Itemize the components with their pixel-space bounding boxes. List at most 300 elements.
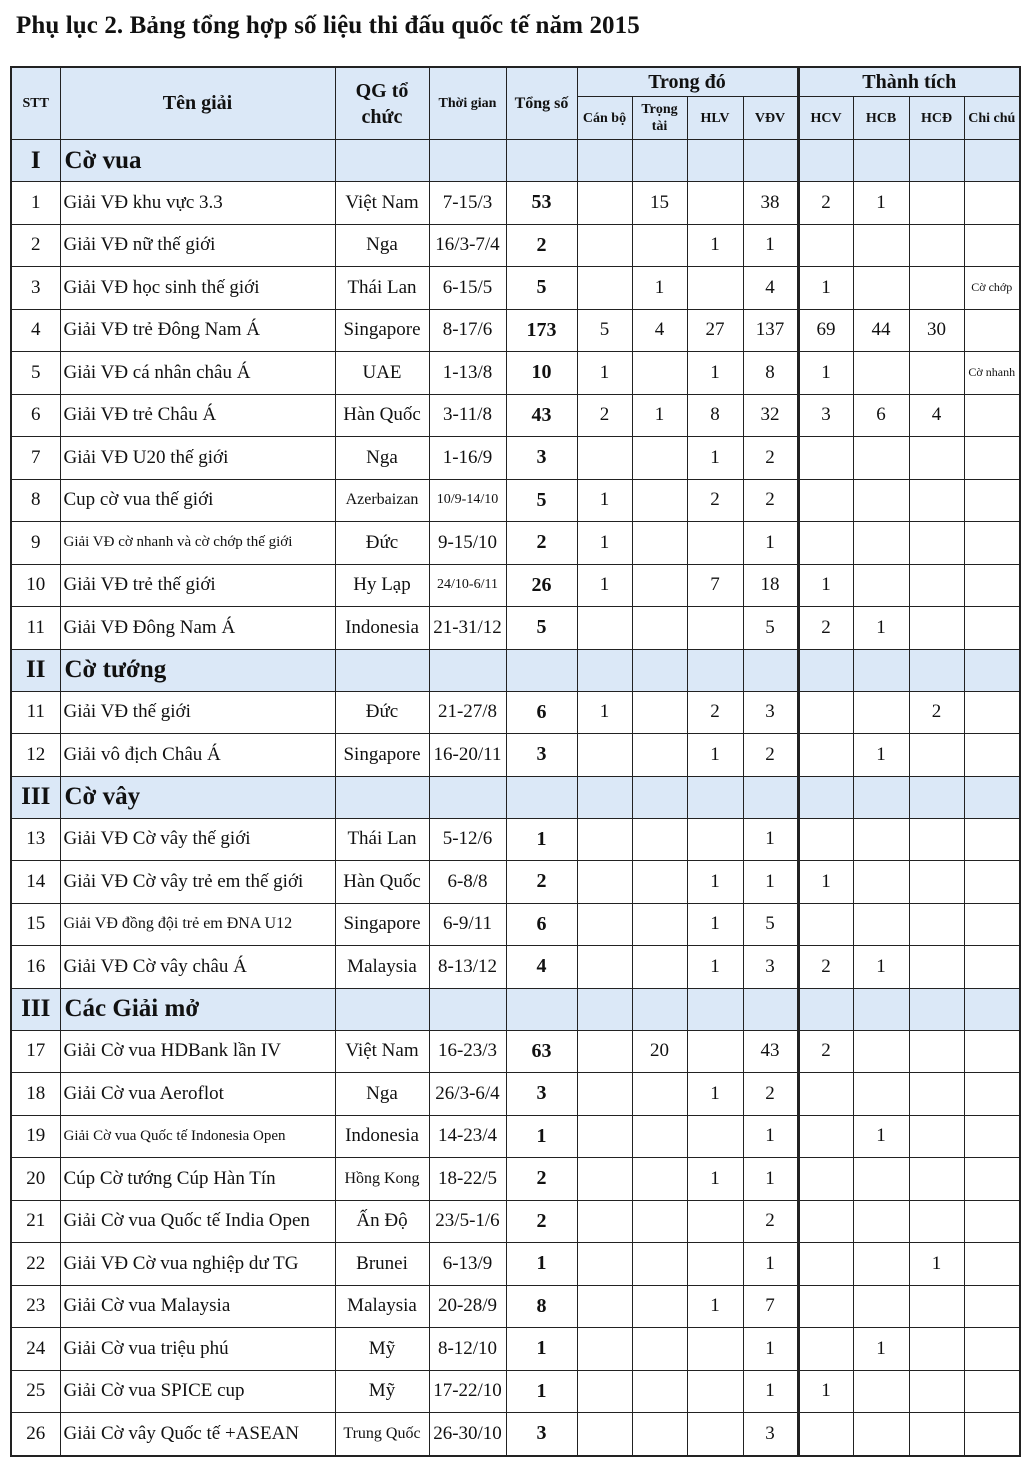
header-vdv: VĐV xyxy=(743,97,798,140)
cell-hcd xyxy=(909,1115,964,1158)
cell-vdv: 7 xyxy=(743,1285,798,1328)
section-empty-cell xyxy=(743,988,798,1030)
section-row xyxy=(11,988,1020,1030)
cell-stt: 2 xyxy=(11,224,60,267)
section-empty-cell xyxy=(687,649,743,691)
cell-thoi-gian: 16/3-7/4 xyxy=(429,224,506,267)
cell-note xyxy=(964,1200,1020,1243)
cell-ten-giai: Giải VĐ đồng đội trẻ em ĐNA U12 xyxy=(60,903,335,946)
cell-vdv: 18 xyxy=(743,564,798,607)
cell-hcd xyxy=(909,522,964,565)
cell-hcb: 1 xyxy=(853,1115,909,1158)
cell-stt: 18 xyxy=(11,1073,60,1116)
cell-qg-to-chuc: Nga xyxy=(335,437,429,480)
cell-tong-so: 3 xyxy=(506,1413,577,1456)
cell-thoi-gian: 23/5-1/6 xyxy=(429,1200,506,1243)
cell-qg-to-chuc: UAE xyxy=(335,352,429,395)
section-row xyxy=(11,649,1020,691)
cell-qg-to-chuc: Malaysia xyxy=(335,1285,429,1328)
cell-vdv: 2 xyxy=(743,437,798,480)
cell-hcv: 3 xyxy=(798,394,853,437)
table-row xyxy=(11,1030,1020,1073)
cell-note xyxy=(964,224,1020,267)
section-name: Cờ vua xyxy=(60,140,335,182)
cell-vdv: 1 xyxy=(743,818,798,861)
cell-qg-to-chuc: Indonesia xyxy=(335,1115,429,1158)
cell-hcb xyxy=(853,352,909,395)
cell-vdv: 1 xyxy=(743,1328,798,1371)
cell-hcb xyxy=(853,1370,909,1413)
cell-trong-tai xyxy=(632,734,687,777)
cell-tong-so: 1 xyxy=(506,1370,577,1413)
cell-can-bo xyxy=(577,1200,632,1243)
cell-note: Cờ chớp xyxy=(964,267,1020,310)
cell-can-bo xyxy=(577,182,632,225)
cell-note xyxy=(964,1030,1020,1073)
cell-qg-to-chuc: Đức xyxy=(335,522,429,565)
cell-vdv: 5 xyxy=(743,607,798,650)
cell-hlv: 1 xyxy=(687,1073,743,1116)
cell-thoi-gian: 14-23/4 xyxy=(429,1115,506,1158)
header-hcb: HCB xyxy=(853,97,909,140)
cell-thoi-gian: 1-13/8 xyxy=(429,352,506,395)
section-empty-cell xyxy=(964,649,1020,691)
section-empty-cell xyxy=(853,649,909,691)
cell-hcv xyxy=(798,522,853,565)
cell-note xyxy=(964,437,1020,480)
cell-note xyxy=(964,1328,1020,1371)
table-row xyxy=(11,861,1020,904)
cell-hlv: 8 xyxy=(687,394,743,437)
cell-hcv: 2 xyxy=(798,1030,853,1073)
cell-hcd xyxy=(909,946,964,989)
cell-thoi-gian: 26/3-6/4 xyxy=(429,1073,506,1116)
cell-tong-so: 63 xyxy=(506,1030,577,1073)
cell-can-bo xyxy=(577,267,632,310)
section-empty-cell xyxy=(687,140,743,182)
cell-can-bo xyxy=(577,1370,632,1413)
cell-thoi-gian: 9-15/10 xyxy=(429,522,506,565)
cell-ten-giai: Giải Cờ vây Quốc tế +ASEAN xyxy=(60,1413,335,1456)
cell-tong-so: 2 xyxy=(506,1200,577,1243)
cell-hlv: 1 xyxy=(687,224,743,267)
cell-qg-to-chuc: Ấn Độ xyxy=(335,1200,429,1243)
section-empty-cell xyxy=(429,776,506,818)
cell-tong-so: 26 xyxy=(506,564,577,607)
cell-hcd xyxy=(909,1200,964,1243)
cell-hlv: 1 xyxy=(687,352,743,395)
cell-can-bo xyxy=(577,946,632,989)
cell-tong-so: 5 xyxy=(506,479,577,522)
section-empty-cell xyxy=(687,988,743,1030)
cell-hcv: 1 xyxy=(798,1370,853,1413)
cell-can-bo xyxy=(577,1115,632,1158)
cell-hcb xyxy=(853,691,909,734)
cell-hcv xyxy=(798,1115,853,1158)
cell-note xyxy=(964,607,1020,650)
table-row xyxy=(11,1073,1020,1116)
cell-stt: 10 xyxy=(11,564,60,607)
cell-vdv: 137 xyxy=(743,309,798,352)
cell-hlv xyxy=(687,522,743,565)
section-empty-cell xyxy=(964,988,1020,1030)
header-stt: STT xyxy=(11,67,60,140)
cell-qg-to-chuc: Mỹ xyxy=(335,1328,429,1371)
table-row xyxy=(11,1328,1020,1371)
cell-hcd xyxy=(909,1285,964,1328)
cell-hcd xyxy=(909,1413,964,1456)
cell-hcv: 1 xyxy=(798,267,853,310)
cell-hcb: 1 xyxy=(853,182,909,225)
section-empty-cell xyxy=(577,776,632,818)
section-empty-cell xyxy=(577,140,632,182)
cell-qg-to-chuc: Singapore xyxy=(335,734,429,777)
cell-trong-tai xyxy=(632,479,687,522)
cell-hcv xyxy=(798,903,853,946)
cell-tong-so: 3 xyxy=(506,437,577,480)
cell-hcb: 1 xyxy=(853,1328,909,1371)
header-thanh-tich: Thành tích xyxy=(798,67,1020,97)
cell-note xyxy=(964,309,1020,352)
section-empty-cell xyxy=(632,649,687,691)
cell-stt: 7 xyxy=(11,437,60,480)
cell-thoi-gian: 6-15/5 xyxy=(429,267,506,310)
table-row xyxy=(11,522,1020,565)
cell-hcd xyxy=(909,437,964,480)
cell-qg-to-chuc: Thái Lan xyxy=(335,818,429,861)
cell-trong-tai xyxy=(632,818,687,861)
cell-thoi-gian: 3-11/8 xyxy=(429,394,506,437)
table-row xyxy=(11,691,1020,734)
cell-hcd xyxy=(909,861,964,904)
table-row xyxy=(11,1413,1020,1456)
table-row xyxy=(11,267,1020,310)
cell-hlv: 2 xyxy=(687,479,743,522)
cell-ten-giai: Giải VĐ Đông Nam Á xyxy=(60,607,335,650)
section-empty-cell xyxy=(335,140,429,182)
cell-can-bo xyxy=(577,818,632,861)
cell-can-bo xyxy=(577,224,632,267)
cell-tong-so: 2 xyxy=(506,1158,577,1201)
section-name: Cờ vây xyxy=(60,776,335,818)
cell-tong-so: 4 xyxy=(506,946,577,989)
cell-ten-giai: Giải vô địch Châu Á xyxy=(60,734,335,777)
section-empty-cell xyxy=(429,649,506,691)
table-row xyxy=(11,1200,1020,1243)
cell-hcb: 44 xyxy=(853,309,909,352)
cell-hcd xyxy=(909,182,964,225)
cell-qg-to-chuc: Đức xyxy=(335,691,429,734)
cell-thoi-gian: 21-27/8 xyxy=(429,691,506,734)
section-empty-cell xyxy=(577,988,632,1030)
header-thoi-gian: Thời gian xyxy=(429,67,506,140)
cell-stt: 9 xyxy=(11,522,60,565)
table-row xyxy=(11,607,1020,650)
section-empty-cell xyxy=(429,140,506,182)
cell-stt: 16 xyxy=(11,946,60,989)
cell-hcv: 1 xyxy=(798,352,853,395)
cell-note xyxy=(964,818,1020,861)
cell-note xyxy=(964,734,1020,777)
cell-ten-giai: Giải Cờ vua Quốc tế Indonesia Open xyxy=(60,1115,335,1158)
cell-vdv: 2 xyxy=(743,479,798,522)
cell-qg-to-chuc: Nga xyxy=(335,1073,429,1116)
cell-trong-tai xyxy=(632,691,687,734)
cell-trong-tai xyxy=(632,564,687,607)
cell-hlv xyxy=(687,1030,743,1073)
cell-thoi-gian: 17-22/10 xyxy=(429,1370,506,1413)
cell-tong-so: 8 xyxy=(506,1285,577,1328)
table-row xyxy=(11,1115,1020,1158)
cell-hcb xyxy=(853,522,909,565)
cell-stt: 15 xyxy=(11,903,60,946)
cell-qg-to-chuc: Hàn Quốc xyxy=(335,394,429,437)
cell-vdv: 5 xyxy=(743,903,798,946)
cell-hcb xyxy=(853,818,909,861)
cell-hcd xyxy=(909,479,964,522)
cell-tong-so: 1 xyxy=(506,1115,577,1158)
cell-ten-giai: Giải Cờ vua Quốc tế India Open xyxy=(60,1200,335,1243)
section-empty-cell xyxy=(506,649,577,691)
cell-hcd xyxy=(909,1328,964,1371)
cell-vdv: 2 xyxy=(743,1073,798,1116)
cell-can-bo xyxy=(577,1413,632,1456)
table-row xyxy=(11,946,1020,989)
cell-can-bo: 5 xyxy=(577,309,632,352)
section-empty-cell xyxy=(506,140,577,182)
cell-note xyxy=(964,691,1020,734)
cell-hcv xyxy=(798,1158,853,1201)
cell-can-bo xyxy=(577,437,632,480)
section-row xyxy=(11,776,1020,818)
section-empty-cell xyxy=(798,649,853,691)
cell-stt: 6 xyxy=(11,394,60,437)
cell-trong-tai xyxy=(632,1158,687,1201)
cell-tong-so: 2 xyxy=(506,861,577,904)
cell-can-bo xyxy=(577,1328,632,1371)
cell-qg-to-chuc: Mỹ xyxy=(335,1370,429,1413)
cell-tong-so: 5 xyxy=(506,607,577,650)
cell-ten-giai: Giải VĐ khu vực 3.3 xyxy=(60,182,335,225)
section-row xyxy=(11,140,1020,182)
cell-vdv: 32 xyxy=(743,394,798,437)
cell-tong-so: 10 xyxy=(506,352,577,395)
cell-hcv xyxy=(798,818,853,861)
page-title: Phụ lục 2. Bảng tổng hợp số liệu thi đấu quốc tế năm 2015 xyxy=(16,12,640,39)
cell-hcb xyxy=(853,479,909,522)
cell-thoi-gian: 6-8/8 xyxy=(429,861,506,904)
cell-ten-giai: Giải VĐ học sinh thế giới xyxy=(60,267,335,310)
table-row xyxy=(11,1158,1020,1201)
cell-qg-to-chuc: Hồng Kong xyxy=(335,1158,429,1201)
cell-note xyxy=(964,946,1020,989)
cell-note xyxy=(964,1413,1020,1456)
section-empty-cell xyxy=(909,988,964,1030)
cell-note xyxy=(964,1115,1020,1158)
cell-vdv: 8 xyxy=(743,352,798,395)
cell-hlv: 1 xyxy=(687,734,743,777)
cell-trong-tai xyxy=(632,437,687,480)
section-name: Các Giải mở xyxy=(60,988,335,1030)
cell-stt: 14 xyxy=(11,861,60,904)
cell-hlv xyxy=(687,607,743,650)
cell-hcv xyxy=(798,1200,853,1243)
cell-thoi-gian: 26-30/10 xyxy=(429,1413,506,1456)
cell-note xyxy=(964,1285,1020,1328)
cell-hlv: 1 xyxy=(687,1285,743,1328)
cell-hlv: 1 xyxy=(687,946,743,989)
cell-hlv xyxy=(687,182,743,225)
cell-hcd xyxy=(909,1158,964,1201)
table-row xyxy=(11,309,1020,352)
cell-hcb xyxy=(853,1200,909,1243)
cell-hcv: 2 xyxy=(798,607,853,650)
table-row xyxy=(11,352,1020,395)
cell-hcb xyxy=(853,1243,909,1286)
cell-thoi-gian: 10/9-14/10 xyxy=(429,479,506,522)
cell-hcv: 1 xyxy=(798,861,853,904)
cell-stt: 5 xyxy=(11,352,60,395)
table-row xyxy=(11,564,1020,607)
cell-hcv xyxy=(798,479,853,522)
section-empty-cell xyxy=(743,140,798,182)
cell-ten-giai: Giải VĐ trẻ Đông Nam Á xyxy=(60,309,335,352)
cell-vdv: 1 xyxy=(743,522,798,565)
cell-can-bo: 1 xyxy=(577,352,632,395)
cell-qg-to-chuc: Thái Lan xyxy=(335,267,429,310)
cell-thoi-gian: 16-20/11 xyxy=(429,734,506,777)
cell-hlv: 1 xyxy=(687,1158,743,1201)
cell-qg-to-chuc: Singapore xyxy=(335,903,429,946)
cell-hcb xyxy=(853,1030,909,1073)
cell-hlv: 1 xyxy=(687,903,743,946)
cell-hcv: 2 xyxy=(798,182,853,225)
cell-hlv xyxy=(687,1370,743,1413)
cell-stt: 19 xyxy=(11,1115,60,1158)
section-empty-cell xyxy=(853,988,909,1030)
cell-hcb xyxy=(853,437,909,480)
cell-hcb xyxy=(853,1073,909,1116)
section-empty-cell xyxy=(335,988,429,1030)
cell-trong-tai xyxy=(632,224,687,267)
cell-hlv xyxy=(687,818,743,861)
cell-stt: 13 xyxy=(11,818,60,861)
section-empty-cell xyxy=(743,649,798,691)
cell-stt: 25 xyxy=(11,1370,60,1413)
cell-can-bo xyxy=(577,1158,632,1201)
cell-tong-so: 2 xyxy=(506,224,577,267)
header-chi-chu: Chi chú xyxy=(964,97,1020,140)
section-empty-cell xyxy=(429,988,506,1030)
cell-vdv: 1 xyxy=(743,1115,798,1158)
cell-hcv: 2 xyxy=(798,946,853,989)
header-hlv: HLV xyxy=(687,97,743,140)
cell-ten-giai: Giải Cờ vua SPICE cup xyxy=(60,1370,335,1413)
cell-hcb xyxy=(853,1158,909,1201)
cell-vdv: 3 xyxy=(743,946,798,989)
cell-hcb: 1 xyxy=(853,734,909,777)
cell-stt: 20 xyxy=(11,1158,60,1201)
cell-hcd xyxy=(909,1370,964,1413)
section-empty-cell xyxy=(687,776,743,818)
cell-can-bo: 1 xyxy=(577,522,632,565)
cell-hcd: 30 xyxy=(909,309,964,352)
cell-hcv xyxy=(798,1073,853,1116)
cell-tong-so: 43 xyxy=(506,394,577,437)
cell-can-bo xyxy=(577,734,632,777)
cell-hcv: 69 xyxy=(798,309,853,352)
section-empty-cell xyxy=(577,649,632,691)
cell-vdv: 38 xyxy=(743,182,798,225)
section-name: Cờ tướng xyxy=(60,649,335,691)
cell-can-bo xyxy=(577,607,632,650)
cell-can-bo: 2 xyxy=(577,394,632,437)
cell-hlv xyxy=(687,1413,743,1456)
cell-hcb: 1 xyxy=(853,946,909,989)
cell-hcv xyxy=(798,437,853,480)
cell-qg-to-chuc: Việt Nam xyxy=(335,182,429,225)
header-qg-to-chuc: QG tổ chức xyxy=(335,67,429,140)
cell-ten-giai: Giải VĐ U20 thế giới xyxy=(60,437,335,480)
cell-hcd xyxy=(909,607,964,650)
cell-thoi-gian: 21-31/12 xyxy=(429,607,506,650)
cell-can-bo xyxy=(577,1285,632,1328)
cell-hcd xyxy=(909,734,964,777)
cell-thoi-gian: 6-13/9 xyxy=(429,1243,506,1286)
cell-stt: 4 xyxy=(11,309,60,352)
cell-trong-tai xyxy=(632,946,687,989)
cell-qg-to-chuc: Hàn Quốc xyxy=(335,861,429,904)
cell-hcd xyxy=(909,564,964,607)
cell-stt: 23 xyxy=(11,1285,60,1328)
cell-trong-tai xyxy=(632,352,687,395)
section-empty-cell xyxy=(853,776,909,818)
section-empty-cell xyxy=(798,776,853,818)
cell-vdv: 3 xyxy=(743,691,798,734)
table-row xyxy=(11,479,1020,522)
cell-hcv xyxy=(798,734,853,777)
cell-stt: 22 xyxy=(11,1243,60,1286)
table-row xyxy=(11,394,1020,437)
cell-vdv: 1 xyxy=(743,861,798,904)
cell-hcd xyxy=(909,352,964,395)
cell-ten-giai: Giải Cờ vua Malaysia xyxy=(60,1285,335,1328)
cell-hcd xyxy=(909,1073,964,1116)
cell-hcv xyxy=(798,1413,853,1456)
cell-trong-tai xyxy=(632,1073,687,1116)
cell-note xyxy=(964,903,1020,946)
cell-trong-tai xyxy=(632,1115,687,1158)
cell-tong-so: 53 xyxy=(506,182,577,225)
cell-note xyxy=(964,479,1020,522)
cell-vdv: 1 xyxy=(743,1370,798,1413)
table-row xyxy=(11,1285,1020,1328)
table-row xyxy=(11,818,1020,861)
cell-tong-so: 5 xyxy=(506,267,577,310)
cell-hlv xyxy=(687,1243,743,1286)
cell-ten-giai: Giải Cờ vua triệu phú xyxy=(60,1328,335,1371)
cell-ten-giai: Giải VĐ Cờ vây thế giới xyxy=(60,818,335,861)
cell-thoi-gian: 16-23/3 xyxy=(429,1030,506,1073)
cell-note xyxy=(964,1158,1020,1201)
cell-hcd: 1 xyxy=(909,1243,964,1286)
cell-ten-giai: Giải VĐ thế giới xyxy=(60,691,335,734)
cell-qg-to-chuc: Singapore xyxy=(335,309,429,352)
section-empty-cell xyxy=(964,776,1020,818)
cell-trong-tai xyxy=(632,607,687,650)
cell-note: Cờ nhanh xyxy=(964,352,1020,395)
section-number: III xyxy=(11,988,60,1030)
